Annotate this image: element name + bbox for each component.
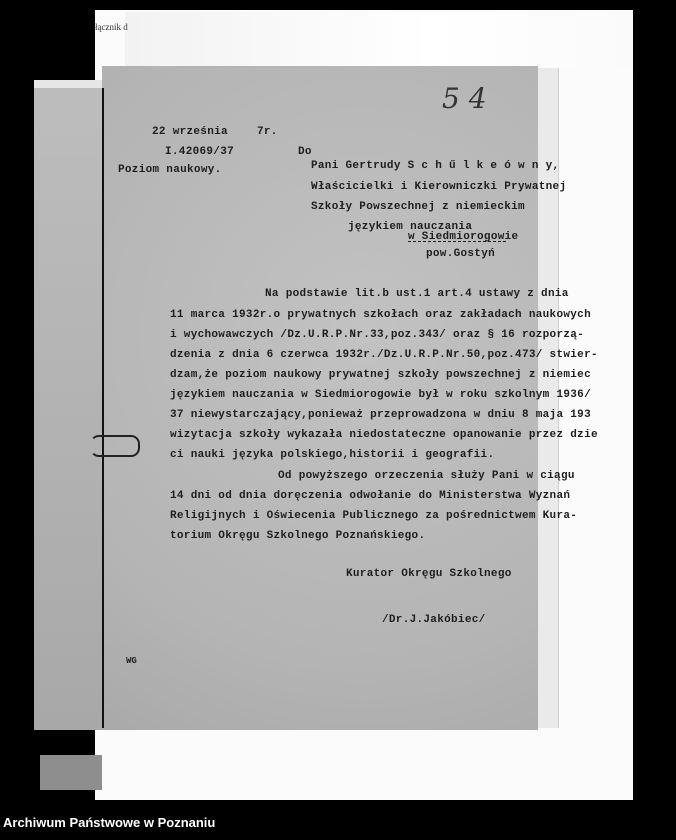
addressee-name: Pani Gertrudy S c h ű l k e ó w n y,	[311, 160, 560, 172]
addressee-line: pow.Gostyń	[426, 248, 496, 260]
subject: Poziom naukowy.	[118, 164, 222, 176]
body-line: Na podstawie lit.b ust.1 art.4 ustawy z dnia	[265, 288, 569, 300]
addressee-line: Właścicielki i Kierowniczki Prywatnej	[311, 181, 567, 193]
body-line: ci nauki języka polskiego,historii i geografii.	[170, 449, 495, 461]
body-line: dzam,że poziom naukowy prywatnej szkoły powszechnej z niemiec	[170, 369, 591, 381]
back-sheet-label: łącznik d	[95, 22, 128, 32]
salutation: Do	[298, 146, 312, 158]
addressee-line: językiem nauczania	[348, 221, 473, 233]
body-line: 37 niewystarczający,ponieważ przeprowadzona w dniu 8 maja 193	[170, 409, 591, 421]
body-line: wizytacja szkoły wykazała niedostateczne opanowanie przez dzie	[170, 429, 598, 441]
body-line: i wychowawczych /Dz.U.R.P.Nr.33,poz.343/ oraz § 16 rozporzą-	[170, 329, 585, 341]
body-line: Religijnych i Oświecenia Publicznego za pośrednictwem Kura-	[170, 510, 578, 522]
paperclip-icon	[90, 435, 140, 457]
body-line: językiem nauczania w Siedmiorogowie był w roku szkolnym 1936/	[170, 389, 591, 401]
addressee-line: w Siedmiorogowie	[408, 231, 519, 243]
signature-name: /Dr.J.Jakóbiec/	[382, 614, 486, 626]
body-line: dzenia z dnia 6 czerwca 1932r./Dz.U.R.P.Nr.50,poz.473/ stwier-	[170, 349, 598, 361]
addressee-line: Szkoły Powszechnej z niemieckim	[311, 201, 525, 213]
binding-line	[102, 88, 104, 728]
date: 22 września	[152, 126, 228, 138]
dashed-rule	[408, 241, 506, 242]
signature-title: Kurator Okręgu Szkolnego	[346, 568, 512, 580]
left-binding-block	[40, 755, 102, 790]
body-line: 14 dni od dnia doręczenia odwołanie do Ministerstwa Wyznań	[170, 490, 571, 502]
body-line: Od powyższego orzeczenia służy Pani w ciągu	[278, 470, 575, 482]
typist-initials: WG	[126, 656, 137, 666]
year-suffix: 7r.	[257, 126, 278, 138]
left-binding-strip	[34, 80, 102, 730]
page-number-handwritten: 5 4	[442, 82, 487, 115]
back-sheet-top	[125, 12, 633, 70]
left-binding-strip-top	[34, 80, 102, 88]
body-line: 11 marca 1932r.o prywatnych szkołach oraz zakładach naukowych	[170, 309, 591, 321]
archive-footer: Archiwum Państwowe w Poznaniu	[3, 815, 216, 830]
body-line: torium Okręgu Szkolnego Poznańskiego.	[170, 530, 426, 542]
reference-number: I.42069/37	[165, 146, 235, 158]
